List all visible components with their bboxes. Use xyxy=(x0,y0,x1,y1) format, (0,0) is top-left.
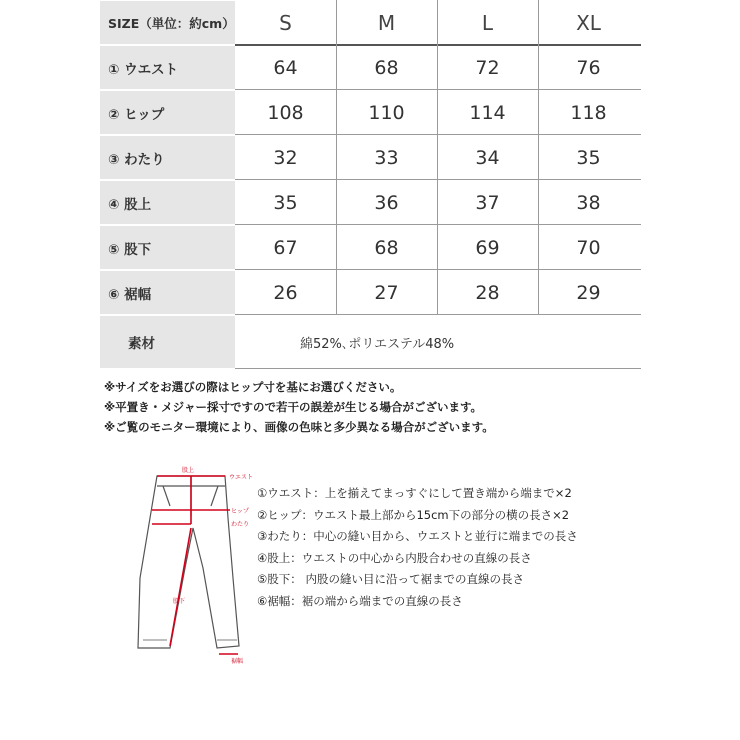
table-row-rise xyxy=(100,180,641,225)
row-divider xyxy=(235,368,641,369)
table-cell: 64 xyxy=(273,56,298,79)
size-column-m: M xyxy=(377,10,396,35)
column-divider xyxy=(538,0,539,315)
note-item: ※ご覧のモニター環境により、画像の色味と多少異なる場合がございます。 xyxy=(104,420,494,434)
measurement-item: ③わたり：中心の縫い目から、ウエストと並行に端までの長さ xyxy=(257,529,578,543)
measurement-lines xyxy=(152,476,238,654)
size-table xyxy=(100,0,641,369)
column-divider xyxy=(336,0,337,315)
table-cell: 108 xyxy=(267,101,304,124)
table-cell: 114 xyxy=(469,101,506,124)
table-cell: 27 xyxy=(374,281,399,304)
material-label: 素材 xyxy=(100,316,235,368)
diagram-label-hip: ヒップ xyxy=(231,508,249,515)
row-label: ① ウエスト xyxy=(100,46,235,89)
table-cell: 68 xyxy=(374,236,399,259)
row-label: ④ 股上 xyxy=(100,181,235,224)
row-label: ② ヒップ xyxy=(100,91,235,134)
pants-illustration xyxy=(125,458,265,668)
note-item: ※平置き・メジャー採寸ですので若干の誤差が生じる場合がございます。 xyxy=(104,400,483,414)
table-cell: 110 xyxy=(368,101,405,124)
table-cell: 34 xyxy=(475,146,500,169)
table-cell: 70 xyxy=(576,236,601,259)
table-cell: 32 xyxy=(273,146,298,169)
table-header-row xyxy=(100,0,641,45)
size-column-l: L xyxy=(481,10,494,35)
size-header-label xyxy=(100,1,235,44)
column-divider xyxy=(437,0,438,315)
table-row-waist xyxy=(100,45,641,90)
table-cell: 35 xyxy=(576,146,601,169)
notes xyxy=(104,377,494,437)
material-value: 綿52%､ポリエステル48% xyxy=(300,336,455,352)
table-cell: 68 xyxy=(374,56,399,79)
table-row-thigh xyxy=(100,135,641,180)
row-label: ③ わたり xyxy=(100,136,235,179)
table-cell: 67 xyxy=(273,236,298,259)
table-row-inseam xyxy=(100,225,641,270)
table-cell: 69 xyxy=(475,236,500,259)
diagram-label-inseam: 股下 xyxy=(173,598,186,605)
table-cell: 72 xyxy=(475,56,500,79)
table-cell: 36 xyxy=(374,191,399,214)
table-row-hem xyxy=(100,270,641,315)
note-item: ※サイズをお選びの際はヒップ寸を基にお選びください。 xyxy=(104,380,402,394)
diagram-label-hem: 裾幅 xyxy=(231,658,244,665)
table-cell: 118 xyxy=(570,101,607,124)
measurement-item: ⑤股下： 内股の縫い目に沿って裾までの直線の長さ xyxy=(257,572,524,586)
table-row-hip xyxy=(100,90,641,135)
table-cell: 28 xyxy=(475,281,500,304)
measurement-item: ④股上：ウエストの中心から内股合わせの直線の長さ xyxy=(257,550,532,565)
diagram-label-waist: ウエスト xyxy=(229,474,254,481)
table-cell: 76 xyxy=(576,56,601,79)
size-column-xl: XL xyxy=(576,10,601,35)
table-cell: 26 xyxy=(273,281,298,304)
table-cell: 38 xyxy=(576,191,601,214)
measurement-list xyxy=(257,483,578,612)
table-cell: 37 xyxy=(475,191,500,214)
table-cell: 35 xyxy=(273,191,298,214)
pants-outline xyxy=(138,476,239,648)
table-cell: 29 xyxy=(576,281,601,304)
diagram-label-rise: 股上 xyxy=(182,467,195,474)
table-cell: 33 xyxy=(374,146,399,169)
pants-diagram xyxy=(125,458,265,668)
size-column-s: S xyxy=(279,10,292,35)
diagram-label-thigh: わたり xyxy=(231,521,250,528)
measurement-item: ⑥裾幅：裾の端から端までの直線の長さ xyxy=(257,593,463,608)
size-header-text: SIZE（単位：約cm） xyxy=(108,15,235,31)
table-row-material xyxy=(100,315,641,369)
row-label: ⑥ 裾幅 xyxy=(100,271,235,314)
measurement-item: ①ウエスト：上を揃えてまっすぐにして置き端から端まで×2 xyxy=(257,486,572,500)
measurement-item: ②ヒップ：ウエスト最上部から15cm下の部分の横の長さ×2 xyxy=(257,507,570,522)
row-label: ⑤ 股下 xyxy=(100,226,235,269)
